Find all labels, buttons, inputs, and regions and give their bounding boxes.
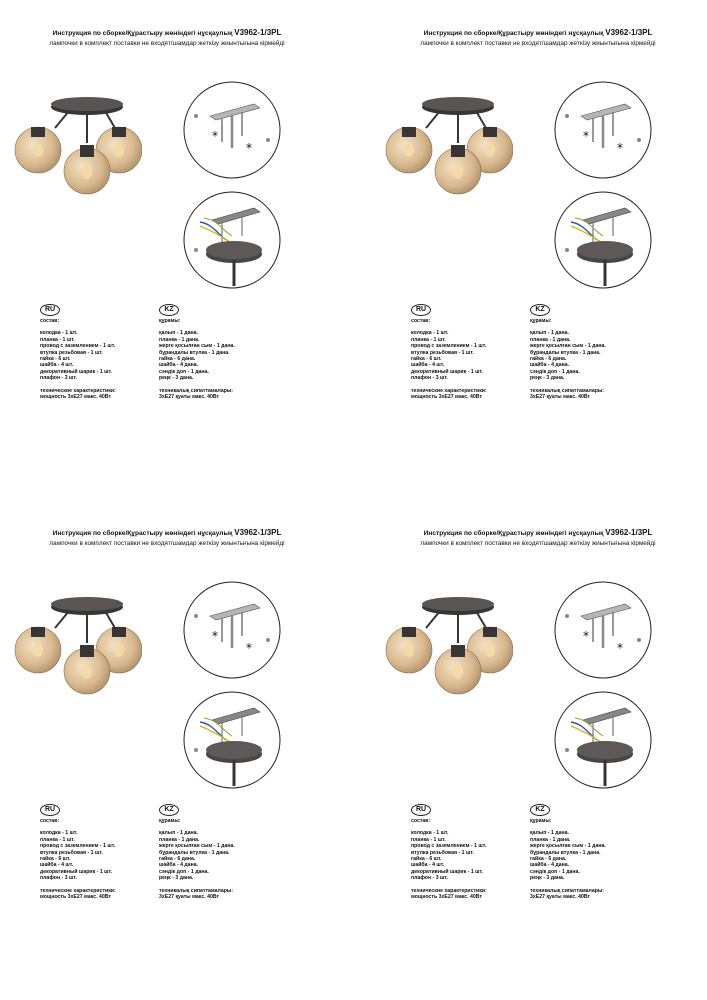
ru-item: шайба - 4 шт. [411,362,445,369]
ru-item: втулка резьбовая - 1 шт. [411,349,474,356]
ru-language-badge: RU [411,804,431,816]
bracket-assembly-diagram [553,80,653,180]
kz-contents [530,818,606,900]
kz-item: гайка - 6 дана. [530,356,567,363]
kz-language-badge: KZ [159,304,179,316]
kz-item: планка - 1 дана. [159,836,200,843]
canopy-wiring-diagram [182,190,282,290]
ru-language-badge: RU [411,304,431,316]
kz-specs-heading: техникалық сипаттамалары: [530,887,605,894]
bracket-assembly-diagram [553,580,653,680]
model-number: V3962-1/3PL [234,528,282,537]
kz-item: сәндік доп - 1 дана. [159,368,209,375]
ru-item: декоративный шарик - 1 шт. [40,368,112,375]
kz-language-badge: KZ [530,304,550,316]
kz-item: гайка - 6 дана. [159,856,196,863]
ru-specs-heading: технические характеристики: [411,887,487,894]
kz-item: шайба - 4 дана. [159,362,199,369]
kz-specs-heading: техникалық сипаттамалары: [159,887,234,894]
kz-contents [159,318,235,400]
ru-contents-heading: состав: [411,318,431,324]
kz-item: шайба - 4 дана. [530,862,570,869]
ru-item: провод с заземлением - 1 шт. [40,343,116,350]
bracket-assembly-diagram [182,80,282,180]
sheet-title [7,528,327,537]
instruction-sheet [7,528,327,968]
ru-item: колодка - 1 шт. [40,830,78,837]
svg-text:*: * [617,141,623,155]
ru-language-badge: RU [40,304,60,316]
ru-item: гайка - 6 шт. [411,356,442,363]
title-text: Инструкция по сборке/Құрастыру жөніндегі нұсқаулық [423,30,604,37]
kz-specs-value: 3хЕ27 қуаты макс. 40Вт [530,894,591,901]
kz-item: гайка - 6 дана. [159,356,196,363]
svg-text:*: * [583,629,589,643]
ru-item: плафон - 3 шт. [411,375,448,382]
ru-contents [40,818,116,900]
kz-item: сәндік доп - 1 дана. [530,868,580,875]
ru-specs-heading: технические характеристики: [40,387,116,394]
ru-item: декоративный шарик - 1 шт. [411,368,483,375]
kz-contents [159,818,235,900]
kz-item: бұрандалы втулка - 1 дана. [530,349,601,356]
kz-contents-heading: құрамы: [159,818,181,824]
model-number: V3962-1/3PL [605,28,653,37]
kz-item: қалып - 1 дана. [159,330,198,337]
kz-specs-heading: техникалық сипаттамалары: [159,387,234,394]
ru-item: втулка резьбовая - 1 шт. [411,849,474,856]
ru-item: планка - 1 шт. [411,336,446,343]
ru-item: шайба - 4 шт. [40,862,74,869]
ru-item: провод с заземлением - 1 шт. [40,843,116,850]
ru-specs-value: мощность 3хЕ27 макс. 40Вт [40,894,111,901]
kz-item: шайба - 4 дана. [530,362,570,369]
ru-item: плафон - 3 шт. [40,375,77,382]
instruction-sheet [378,28,698,468]
ru-language-badge: RU [40,804,60,816]
kz-item: реңк - 3 дана. [530,875,565,882]
kz-item: планка - 1 дана. [530,336,571,343]
kz-item: қалып - 1 дана. [530,330,569,337]
ru-contents [40,318,116,400]
chandelier-illustration [378,583,513,753]
bracket-assembly-diagram [182,580,282,680]
ru-item: колодка - 1 шт. [411,830,449,837]
ru-specs-value: мощность 3хЕ27 макс. 40Вт [40,394,111,401]
ru-specs-heading: технические характеристики: [40,887,116,894]
svg-text:*: * [246,641,252,655]
kz-item: гайка - 6 дана. [530,856,567,863]
title-text: Инструкция по сборке/Құрастыру жөніндегі нұсқаулық [52,530,233,537]
ru-item: планка - 1 шт. [40,836,75,843]
kz-item: жерге қосылған сым - 1 дана. [530,343,606,350]
ru-item: провод с заземлением - 1 шт. [411,343,487,350]
kz-language-badge: KZ [530,804,550,816]
kz-language-badge: KZ [159,804,179,816]
instruction-sheet [378,528,698,968]
canopy-wiring-diagram [182,690,282,790]
svg-text:*: * [246,141,252,155]
ru-contents-heading: состав: [40,318,60,324]
kz-item: жерге қосылған сым - 1 дана. [159,843,235,850]
title-text: Инструкция по сборке/Құрастыру жөніндегі нұсқаулық [52,30,233,37]
canopy-wiring-diagram [553,690,653,790]
kz-item: қалып - 1 дана. [530,830,569,837]
svg-text:*: * [212,629,218,643]
ru-item: планка - 1 шт. [411,836,446,843]
sheet-title [7,28,327,37]
ru-item: гайка - 6 шт. [40,356,71,363]
kz-item: сәндік доп - 1 дана. [159,868,209,875]
kz-contents-heading: құрамы: [530,318,552,324]
svg-text:*: * [617,641,623,655]
kz-specs-value: 3хЕ27 қуаты макс. 40Вт [530,394,591,401]
svg-text:*: * [583,129,589,143]
ru-item: декоративный шарик - 1 шт. [40,868,112,875]
kz-item: жерге қосылған сым - 1 дана. [530,843,606,850]
kz-item: реңк - 3 дана. [159,375,194,382]
ru-item: планка - 1 шт. [40,336,75,343]
ru-contents-heading: состав: [411,818,431,824]
ru-item: плафон - 3 шт. [40,875,77,882]
sheet-subtitle: лампочки в комплект поставки не входят/шамдар жеткізу жиынтығына кірмейді [49,540,285,547]
ru-item: шайба - 4 шт. [40,362,74,369]
ru-item: колодка - 1 шт. [40,330,78,337]
kz-item: бұрандалы втулка - 1 дана. [530,849,601,856]
kz-item: бұрандалы втулка - 1 дана. [159,849,230,856]
canopy-wiring-diagram [553,190,653,290]
sheet-subtitle: лампочки в комплект поставки не входят/шамдар жеткізу жиынтығына кірмейді [420,540,656,547]
kz-item: жерге қосылған сым - 1 дана. [159,343,235,350]
ru-item: гайка - 6 шт. [411,856,442,863]
kz-specs-value: 3хЕ27 қуаты макс. 40Вт [159,894,220,901]
kz-item: бұрандалы втулка - 1 дана. [159,349,230,356]
ru-specs-value: мощность 3хЕ27 макс. 40Вт [411,394,482,401]
ru-contents [411,818,487,900]
ru-item: колодка - 1 шт. [411,330,449,337]
ru-item: шайба - 4 шт. [411,862,445,869]
ru-item: втулка резьбовая - 1 шт. [40,349,103,356]
title-text: Инструкция по сборке/Құрастыру жөніндегі нұсқаулық [423,530,604,537]
model-number: V3962-1/3PL [234,28,282,37]
sheet-subtitle: лампочки в комплект поставки не входят/шамдар жеткізу жиынтығына кірмейді [420,40,656,47]
chandelier-illustration [7,583,142,753]
svg-text:*: * [212,129,218,143]
ru-contents-heading: состав: [40,818,60,824]
kz-specs-heading: техникалық сипаттамалары: [530,387,605,394]
model-number: V3962-1/3PL [605,528,653,537]
ru-item: плафон - 3 шт. [411,875,448,882]
ru-contents [411,318,487,400]
kz-item: планка - 1 дана. [159,336,200,343]
kz-item: қалып - 1 дана. [159,830,198,837]
kz-contents-heading: құрамы: [159,318,181,324]
ru-specs-value: мощность 3хЕ27 макс. 40Вт [411,894,482,901]
ru-item: провод с заземлением - 1 шт. [411,843,487,850]
ru-item: втулка резьбовая - 1 шт. [40,849,103,856]
chandelier-illustration [378,83,513,253]
kz-item: реңк - 3 дана. [159,875,194,882]
kz-contents-heading: құрамы: [530,818,552,824]
chandelier-illustration [7,83,142,253]
kz-specs-value: 3хЕ27 қуаты макс. 40Вт [159,394,220,401]
kz-contents [530,318,606,400]
ru-item: гайка - 6 шт. [40,856,71,863]
instruction-sheet [7,28,327,468]
sheet-title [378,528,698,537]
ru-item: декоративный шарик - 1 шт. [411,868,483,875]
kz-item: планка - 1 дана. [530,836,571,843]
ru-specs-heading: технические характеристики: [411,387,487,394]
kz-item: шайба - 4 дана. [159,862,199,869]
kz-item: реңк - 3 дана. [530,375,565,382]
sheet-subtitle: лампочки в комплект поставки не входят/шамдар жеткізу жиынтығына кірмейді [49,40,285,47]
kz-item: сәндік доп - 1 дана. [530,368,580,375]
sheet-title [378,28,698,37]
